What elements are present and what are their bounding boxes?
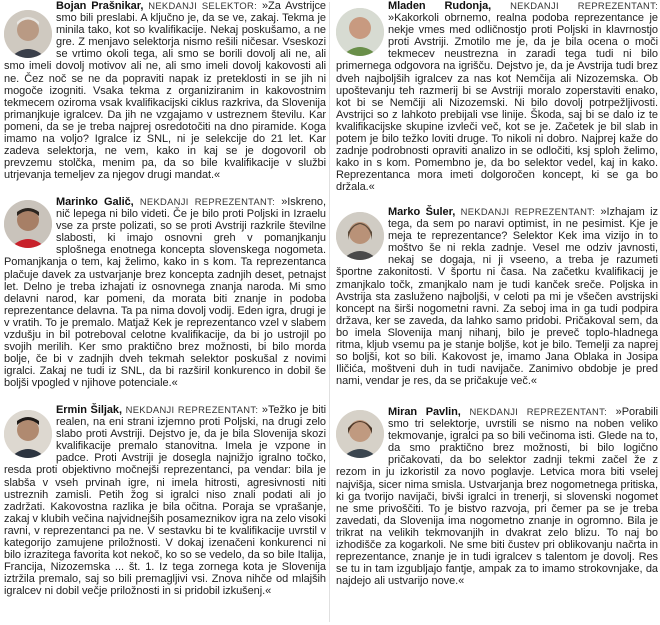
speaker-role: NEKDANJI REPREZENTANT:	[125, 404, 259, 415]
statement-text: »Izhajam iz tega, da sem po naravi optimist, in ne pesimist. Kje je meja te reprezentance? Selektor Kek ima vizijo in to moštvo še ni rekla zadnje. Vesel me odziv javnosti, nekaj se dogaja, ni ji vseeno, a treba je razumeti športne zakonitosti. V športu ni časa. Na začetku kvalifikacij je zmanjkalo točk, zmanjkalo nam je tudi kanček sreče. Poljska in Avstrija sta zasluženo najboljši, v celoti pa mi je všečen avstrijski koncept na širši nogometni ravni. Za seboj ima in ga tudi podpira država, ker se zaveda, da lahko samo pridobi. Pričakoval sem, da bo imela Slovenija manj nihanj, bilo je preveč toplo-hladnega ritma, kljub vsemu pa je stanje boljše, kot je bilo. Temelji za naprej so boljši, kot so bili. Kakovost je, imamo Jana Oblaka in Josipa Iličića, moštveni duh in tudi navijače. Zanimivo obdobje je pred nami, vendar je res, da se pričakuje več.«	[336, 206, 658, 388]
avatar-galic	[4, 200, 52, 248]
statement-pavlin	[336, 406, 658, 622]
left-column	[4, 0, 326, 622]
statement-text: »Težko je biti realen, na eni strani izjemno proti Poljski, na drugi zelo slabo proti Avstriji. Dejstvo je, da je bila Slovenija skozi kvalifikacije premalo stanovitna. Imela je vzpone in padce. Proti Avstriji je dosegla najnižjo igralno točko, resda proti objektivno močnejši reprezentanci, pa vendar: bila je slabša v vseh prvinah igre, ni imela hitrosti, agresivnosti niti ustreznih zamisli. Petih žog si igralci niso znali podati ali jo zadržati. Kakovostna razlika je bila očitna. Poraja se vprašanje, zakaj v klubih večina najvidnejših posameznikov igra na zelo visoki ravni, v reprezentanci pa ne. V sestavku bi te kvalifikacije uvrstil v kategorijo zamujene priložnosti. V dokaj izenačeni konkurenci ni bilo izrazitega favorita kot nekoč, ko so se vedelo, da so bile Italija, Francija, Nizozemska ... št. 1. Iz tega zornega kota je Slovenija iztržila premalo, saj so bili premagljivi vsi. Znova nihče od mlajših igralcev ni dobil večje priložnosti in si pridobil izkušenj.«	[4, 404, 327, 598]
avatar-suler	[336, 212, 384, 260]
avatar-rudonja	[336, 8, 384, 56]
speaker-role: NEKDANJI REPREZENTANT:	[460, 206, 596, 217]
statement-prasnikar	[4, 0, 326, 196]
speaker-name: Marko Šuler,	[388, 206, 456, 218]
statement-galic	[4, 196, 326, 404]
avatar-pavlin	[336, 410, 384, 458]
speaker-role: NEKDANJI REPREZENTANT:	[510, 0, 658, 11]
speaker-role: NEKDANJI SELEKTOR:	[148, 0, 258, 11]
speaker-role: NEKDANJI REPREZENTANT:	[139, 196, 275, 207]
statement-text: »Za Avstrijce smo bili preslabi. A ključno je, da se ve, zakaj. Tekma je minila tako, kot so kvalifikacije. Nekaj poskušamo, a ne gre. Z menjavo selektorja nismo rešili ničesar. Vseskozi se vrtimo okoli tega, ali smo se borili dovolj ali ne, ali smo imeli dovolj motivov ali ne, ali smo imeli dovolj kakovosti ali ne. Čez noč se ne da popraviti napak iz preteklosti in se jih ni mogoče izogniti. Vsaka tekma z organiziranim in kakovostnim tekmecem oziroma vsak kvalifikacijski ciklus razkriva, da Slovenija primanjkuje igralcev. Da jih ne vzgajamo v ustreznem številu. Kar pomeni, da se je treba najprej osredotočiti na dno piramide. Koga imamo na voljo? Igralce iz SNL, ni je selekcije do 21 let. Kar zadeva selektorja, ne vem, kako in kaj se je dogovoril ob prevzemu stolčka, menim pa, da so bile kvalifikacije v službi utrjevanja temeljev za njegov drugi mandat.«	[4, 0, 326, 182]
statement-text: »Iskreno, nič lepega ni bilo videti. Če je bilo proti Poljski in Izraelu vse za prste polizati, so se proti Avstriji razkrile številne slabosti, ki imajo osnovni greh v pomanjkanju splošnega enotnega koncepta slovenskega nogometa. Pomanjkanja o tem, kaj želimo, kako in s kom. Ta reprezentanca plačuje davek za ustvarjanje brez koncepta zadnjih deset, petnajst let. Delno je treba izhajati iz osnovnega znanja naroda. Mi smo delavni narod, kar pomeni, da morata biti znanje in podoba reprezentance delavna. Ta pa nima dovolj vodij. Eden igra, drugi je v vratih. To je premalo. Matjaž Kek je reprezentanco vzel v slabem vzdušju in bil potreboval celotne kvalifikacije, da bi jo ustrojil po svojih merilih. Ker smo praktično brez možnosti, bi bilo morda bolje, če bi v zadnjih dveh tekmah selektor poskušal z novimi igralci. Zakaj ne tudi iz SNL, da bi razširil konkurenco in dobil še boljši vpogled v njihove potenciale.«	[4, 196, 326, 390]
statement-rudonja	[336, 0, 658, 206]
speaker-name: Marinko Galič,	[56, 196, 134, 208]
speaker-name: Miran Pavlin,	[388, 406, 461, 418]
statement-text: »Porabili smo tri selektorje, uvrstili se nismo na noben veliko tekmovanje, igralci pa so bili večinoma isti. Glede na to, da smo praktično brez možnosti, bi bilo logično pričakovati, da bo selektor zadnji tekmi začel že z rezom in ju izkoristil za novo poglavje. Letvica mora biti vselej najvišja, sicer nima smisla. Ustvarjanja brez nogometnega pritiska, ki ga tvorijo navijači, bivši igralci in trenerji, si slovenski nogomet ne sme privoščiti. To je bistvo razvoja, pri čemer pa se je treba zavedati, da Slovenija ima nogometno znanje in ogromno. Bila je trikrat na velikih tekmovanjih in dvakrat zelo blizu. To naj bo izhodišče za kogarkoli. Ne sme biti čustev pri oblikovanju načrta in reprezentance, znanje je in tudi igralcev s talentom je dovolj. Res se tu in tam izgubljajo fantje, ampak za to imamo strokovnjake, da najdejo ali ustvarijo nove.«	[336, 406, 658, 588]
avatar-prasnikar	[4, 10, 52, 58]
statement-text: »Kakorkoli obrnemo, realna podoba reprezentance je nekje vmes med odličnostjo proti Poljski in klavrnostjo proti Avstriji. Zmotilo me je, da je bila ocena o moči tekmecev neustrezna in zaradi tega tudi ni bilo primernega odgovora na igrišču. Dejstvo je, da je Avstrija tudi brez dveh najboljših igralcev za nas kot Nemčija ali Nizozemska. Ob upoštevanju teh razmerij bi se Avstriji moralo zoperstaviti enako, kot bi se Nemčiji ali Nizozemski. Ni bilo dovolj potrpežljivosti. Avstrijci so z lahkoto prebijali vse linije. Škoda, saj bi se dalo iz te kvalifikacijske skupine izvleči več, kot se je. Začetek je bil slab in potem je bilo težko loviti druge. To nikoli ni dobro. Najprej kaže do zadnje podrobnosti opraviti analizo in se odločiti, ksj sploh želimo, kako in s kom. Pomembno je, da bo selektor vedel, kaj in kako. Reprezentanca mora imeti dolgoročen koncept, ki se ga bo držala.«	[336, 12, 658, 194]
column-divider	[329, 2, 330, 622]
speaker-name: Bojan Prašnikar,	[56, 0, 144, 12]
right-column	[336, 0, 658, 622]
statement-siljak	[4, 404, 326, 622]
speaker-role: NEKDANJI REPREZENTANT:	[469, 406, 608, 417]
statement-suler	[336, 206, 658, 406]
speaker-name: Mladen Rudonja,	[388, 0, 492, 12]
speaker-name: Ermin Šiljak,	[56, 404, 122, 416]
avatar-siljak	[4, 410, 52, 458]
